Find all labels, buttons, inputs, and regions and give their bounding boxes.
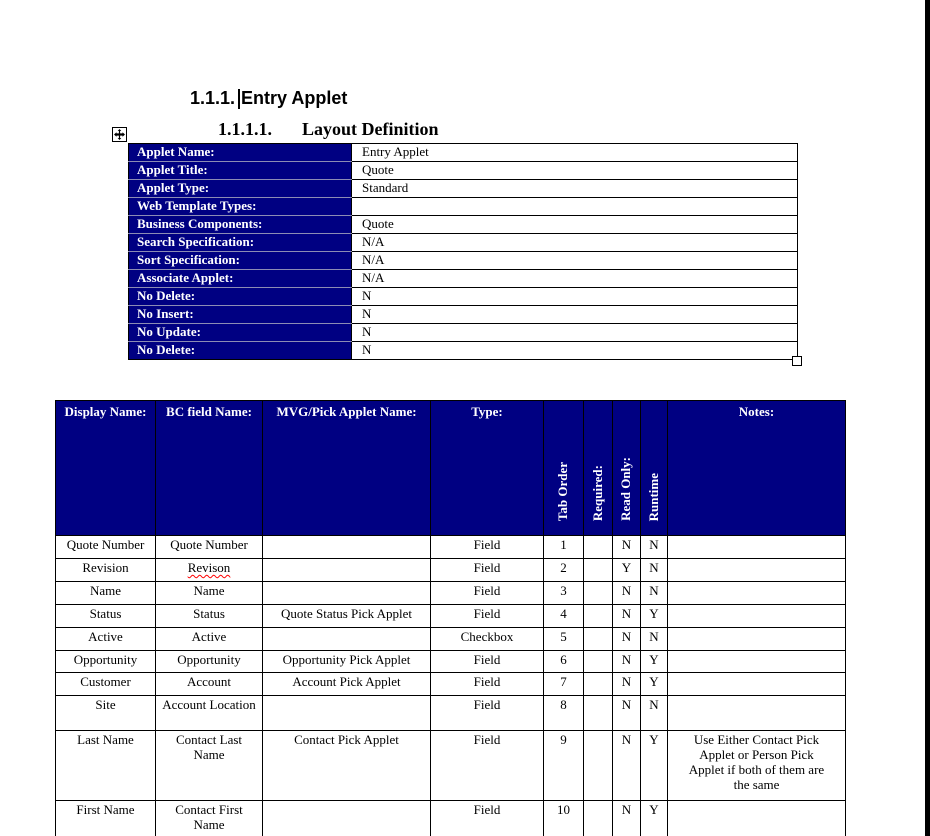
property-value[interactable]: Standard xyxy=(352,180,798,198)
field-cell-type[interactable]: Field xyxy=(431,731,544,801)
field-cell-mvg-pick-applet[interactable] xyxy=(263,536,431,559)
field-cell-mvg-pick-applet[interactable]: Opportunity Pick Applet xyxy=(263,651,431,673)
property-row xyxy=(129,234,798,252)
field-cell-read-only[interactable]: N xyxy=(613,582,641,605)
property-label[interactable]: No Delete: xyxy=(129,288,352,306)
property-value[interactable]: N xyxy=(352,342,798,360)
property-row xyxy=(129,324,798,342)
field-row xyxy=(56,801,846,836)
property-label[interactable]: No Delete: xyxy=(129,342,352,360)
field-cell-read-only[interactable]: N xyxy=(613,536,641,559)
property-value[interactable]: N/A xyxy=(352,234,798,252)
field-cell-required[interactable] xyxy=(584,559,613,582)
field-cell-notes[interactable] xyxy=(668,559,846,582)
field-cell-read-only[interactable]: N xyxy=(613,696,641,731)
column-header-runtime[interactable] xyxy=(641,401,668,536)
field-cell-bc-field[interactable]: Active xyxy=(156,628,263,651)
property-label[interactable]: Search Specification: xyxy=(129,234,352,252)
field-cell-bc-field[interactable]: Quote Number xyxy=(156,536,263,559)
field-cell-runtime[interactable]: Y xyxy=(641,605,668,628)
field-cell-runtime[interactable]: N xyxy=(641,536,668,559)
property-row xyxy=(129,270,798,288)
field-cell-notes[interactable] xyxy=(668,696,846,731)
field-cell-mvg-pick-applet[interactable] xyxy=(263,628,431,651)
field-cell-bc-field[interactable]: Status xyxy=(156,605,263,628)
property-row xyxy=(129,306,798,324)
field-cell-notes[interactable] xyxy=(668,801,846,836)
field-cell-required[interactable] xyxy=(584,673,613,696)
window-edge-bar xyxy=(925,0,930,836)
field-row xyxy=(56,628,846,651)
field-cell-tab-order[interactable]: 1 xyxy=(544,536,584,559)
field-cell-mvg-pick-applet[interactable]: Quote Status Pick Applet xyxy=(263,605,431,628)
column-header-notes[interactable]: Notes: xyxy=(668,401,846,536)
property-row xyxy=(129,162,798,180)
section-number: 1.1.1. xyxy=(190,88,236,108)
field-cell-notes[interactable] xyxy=(668,536,846,559)
field-cell-runtime[interactable]: Y xyxy=(641,673,668,696)
field-cell-bc-field[interactable]: Name xyxy=(156,582,263,605)
field-row xyxy=(56,536,846,559)
column-header-read-only[interactable] xyxy=(613,401,641,536)
field-cell-notes[interactable] xyxy=(668,628,846,651)
field-cell-required[interactable] xyxy=(584,731,613,801)
field-cell-display-name[interactable]: Quote Number xyxy=(56,536,156,559)
field-cell-runtime[interactable]: Y xyxy=(641,731,668,801)
fields-table xyxy=(55,400,846,836)
misspelled-word[interactable]: Revison xyxy=(187,560,231,575)
column-header-type[interactable]: Type: xyxy=(431,401,544,536)
field-cell-type[interactable]: Checkbox xyxy=(431,628,544,651)
field-row xyxy=(56,559,846,582)
field-row xyxy=(56,731,846,801)
field-cell-notes[interactable] xyxy=(668,582,846,605)
property-label[interactable]: Applet Type: xyxy=(129,180,352,198)
field-cell-read-only[interactable]: N xyxy=(613,651,641,673)
field-row xyxy=(56,605,846,628)
field-cell-type[interactable]: Field xyxy=(431,801,544,836)
field-cell-runtime[interactable]: N xyxy=(641,696,668,731)
field-cell-bc-field[interactable]: Contact First Name xyxy=(156,801,263,836)
field-cell-required[interactable] xyxy=(584,651,613,673)
section-heading[interactable] xyxy=(190,88,347,109)
property-value[interactable]: Entry Applet xyxy=(352,144,798,162)
field-row xyxy=(56,696,846,731)
field-cell-required[interactable] xyxy=(584,628,613,651)
field-cell-tab-order[interactable]: 2 xyxy=(544,559,584,582)
section-title: Entry Applet xyxy=(241,88,348,108)
field-cell-tab-order[interactable]: 6 xyxy=(544,651,584,673)
field-cell-mvg-pick-applet[interactable]: Contact Pick Applet xyxy=(263,731,431,801)
field-cell-display-name[interactable]: Status xyxy=(56,605,156,628)
field-cell-read-only[interactable]: Y xyxy=(613,559,641,582)
property-label[interactable]: No Update: xyxy=(129,324,352,342)
field-cell-tab-order[interactable]: 7 xyxy=(544,673,584,696)
property-label[interactable]: Business Components: xyxy=(129,216,352,234)
property-row xyxy=(129,216,798,234)
field-cell-runtime[interactable]: Y xyxy=(641,801,668,836)
subsection-number: 1.1.1.1. xyxy=(218,119,272,139)
property-row xyxy=(129,288,798,306)
field-cell-display-name[interactable]: Name xyxy=(56,582,156,605)
property-label[interactable]: Sort Specification: xyxy=(129,252,352,270)
field-cell-read-only[interactable]: N xyxy=(613,605,641,628)
field-cell-runtime[interactable]: Y xyxy=(641,651,668,673)
field-cell-required[interactable] xyxy=(584,801,613,836)
field-cell-tab-order[interactable]: 3 xyxy=(544,582,584,605)
table-resize-handle[interactable] xyxy=(792,356,802,366)
column-header-label: Required: xyxy=(589,464,605,522)
property-value[interactable]: N/A xyxy=(352,270,798,288)
field-cell-mvg-pick-applet[interactable] xyxy=(263,582,431,605)
property-value[interactable]: N xyxy=(352,324,798,342)
property-row xyxy=(129,342,798,360)
field-cell-mvg-pick-applet[interactable]: Account Pick Applet xyxy=(263,673,431,696)
field-cell-required[interactable] xyxy=(584,582,613,605)
property-value[interactable]: N xyxy=(352,306,798,324)
field-cell-display-name[interactable]: Last Name xyxy=(56,731,156,801)
property-row xyxy=(129,198,798,216)
field-cell-tab-order[interactable]: 10 xyxy=(544,801,584,836)
field-cell-type[interactable]: Field xyxy=(431,536,544,559)
property-value[interactable]: Quote xyxy=(352,162,798,180)
property-label[interactable]: Associate Applet: xyxy=(129,270,352,288)
field-cell-read-only[interactable]: N xyxy=(613,628,641,651)
field-row xyxy=(56,673,846,696)
field-cell-bc-field[interactable]: Opportunity xyxy=(156,651,263,673)
column-header-bc-field[interactable]: BC field Name: xyxy=(156,401,263,536)
field-cell-mvg-pick-applet[interactable] xyxy=(263,559,431,582)
field-cell-read-only[interactable]: N xyxy=(613,731,641,801)
field-cell-runtime[interactable]: N xyxy=(641,628,668,651)
field-cell-mvg-pick-applet[interactable] xyxy=(263,696,431,731)
field-cell-bc-field[interactable] xyxy=(156,559,263,582)
property-value[interactable] xyxy=(352,198,798,216)
fields-header-row xyxy=(56,401,846,536)
column-header-mvg-pick-applet[interactable]: MVG/Pick Applet Name: xyxy=(263,401,431,536)
property-value[interactable]: N/A xyxy=(352,252,798,270)
properties-table-body xyxy=(129,144,798,360)
move-arrows-icon xyxy=(114,129,125,140)
field-cell-notes[interactable] xyxy=(668,651,846,673)
property-label[interactable]: No Insert: xyxy=(129,306,352,324)
field-row xyxy=(56,651,846,673)
subsection-title: Layout Definition xyxy=(302,119,439,139)
field-cell-display-name[interactable]: Opportunity xyxy=(56,651,156,673)
field-cell-read-only[interactable]: N xyxy=(613,673,641,696)
property-label[interactable]: Applet Name: xyxy=(129,144,352,162)
field-cell-bc-field[interactable]: Contact Last Name xyxy=(156,731,263,801)
field-cell-tab-order[interactable]: 8 xyxy=(544,696,584,731)
field-cell-display-name[interactable]: Site xyxy=(56,696,156,731)
field-cell-type[interactable]: Field xyxy=(431,582,544,605)
field-cell-notes[interactable] xyxy=(668,605,846,628)
field-cell-runtime[interactable]: N xyxy=(641,582,668,605)
field-cell-type[interactable]: Field xyxy=(431,559,544,582)
field-cell-type[interactable]: Field xyxy=(431,696,544,731)
field-cell-bc-field[interactable]: Account xyxy=(156,673,263,696)
property-row xyxy=(129,144,798,162)
field-cell-display-name[interactable]: Customer xyxy=(56,673,156,696)
subsection-heading[interactable] xyxy=(218,119,439,140)
field-cell-notes[interactable] xyxy=(668,673,846,696)
field-cell-runtime[interactable]: N xyxy=(641,559,668,582)
field-cell-mvg-pick-applet[interactable] xyxy=(263,801,431,836)
field-cell-required[interactable] xyxy=(584,696,613,731)
field-cell-tab-order[interactable]: 4 xyxy=(544,605,584,628)
field-cell-tab-order[interactable]: 5 xyxy=(544,628,584,651)
text-cursor xyxy=(238,89,240,109)
table-move-handle[interactable] xyxy=(112,127,127,142)
field-cell-read-only[interactable]: N xyxy=(613,801,641,836)
field-cell-notes[interactable]: Use Either Contact Pick Applet or Person Pick Applet if both of them are the same xyxy=(668,731,846,801)
field-cell-required[interactable] xyxy=(584,605,613,628)
column-header-tab-order[interactable] xyxy=(544,401,584,536)
field-cell-type[interactable]: Field xyxy=(431,673,544,696)
field-row xyxy=(56,582,846,605)
layout-definition-table xyxy=(128,143,798,360)
field-cell-display-name[interactable]: Revision xyxy=(56,559,156,582)
field-cell-display-name[interactable]: Active xyxy=(56,628,156,651)
column-header-label: Read Only: xyxy=(618,457,634,522)
property-value[interactable]: Quote xyxy=(352,216,798,234)
property-row xyxy=(129,252,798,270)
field-cell-tab-order[interactable]: 9 xyxy=(544,731,584,801)
property-label[interactable]: Web Template Types: xyxy=(129,198,352,216)
column-header-display-name[interactable]: Display Name: xyxy=(56,401,156,536)
property-row xyxy=(129,180,798,198)
field-cell-type[interactable]: Field xyxy=(431,651,544,673)
field-cell-display-name[interactable]: First Name xyxy=(56,801,156,836)
column-header-label: Tab Order xyxy=(555,461,571,522)
column-header-label: Runtime xyxy=(645,472,661,522)
property-label[interactable]: Applet Title: xyxy=(129,162,352,180)
field-cell-required[interactable] xyxy=(584,536,613,559)
field-cell-bc-field[interactable]: Account Location xyxy=(156,696,263,731)
property-value[interactable]: N xyxy=(352,288,798,306)
column-header-required[interactable] xyxy=(584,401,613,536)
field-cell-type[interactable]: Field xyxy=(431,605,544,628)
fields-table-body xyxy=(56,536,846,836)
